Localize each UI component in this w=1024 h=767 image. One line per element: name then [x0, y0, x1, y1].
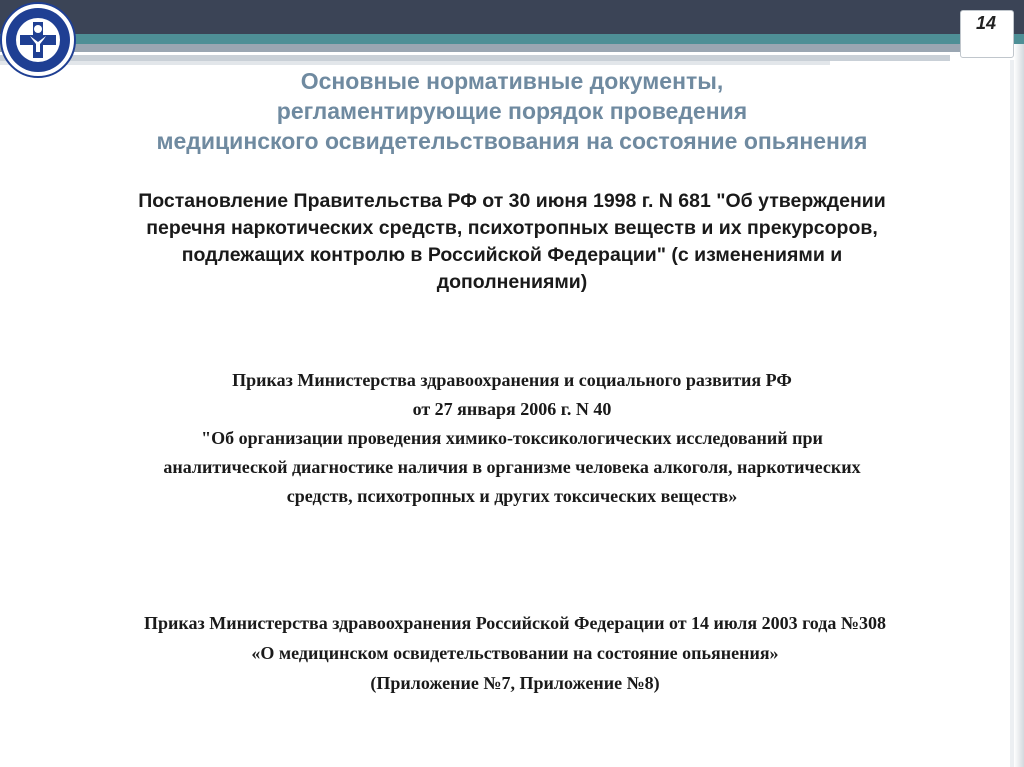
document-line: подлежащих контролю в Российской Федерации" (с изменениями и — [181, 244, 843, 266]
header-band-lighter — [0, 61, 830, 65]
document-line: средств, психотропных и других токсических веществ» — [286, 486, 738, 506]
title-line: Основные нормативные документы, — [300, 68, 724, 94]
page-number: 14 — [975, 13, 997, 33]
document-ministry-order-308 — [20, 608, 1010, 698]
header-band-teal — [0, 34, 1024, 44]
document-government-decree — [40, 188, 984, 296]
document-line: от 27 января 2006 г. N 40 — [412, 399, 612, 419]
document-line: "Об организации проведения химико-токсикологических исследований при — [201, 428, 823, 448]
header-band-grey — [0, 44, 1024, 52]
header-band-dark — [0, 0, 1024, 34]
document-line: «О медицинском освидетельствовании на состояние опьянения» — [251, 643, 779, 663]
document-line: Приказ Министерства здравоохранения и социального развития РФ — [232, 370, 792, 390]
slide-title — [40, 66, 984, 156]
document-line: Постановление Правительства РФ от 30 июня 1998 г. N 681 "Об утверждении — [138, 190, 886, 212]
document-line: перечня наркотических средств, психотропных веществ и их прекурсоров, — [146, 217, 878, 239]
title-line: медицинского освидетельствования на состояние опьянения — [156, 128, 868, 154]
title-line: регламентирующие порядок проведения — [276, 98, 748, 124]
document-line: аналитической диагностике наличия в организме человека алкоголя, наркотических — [163, 457, 861, 477]
right-edge-shadow — [1014, 44, 1024, 767]
document-ministry-order-40 — [30, 366, 994, 511]
document-line: (Приложение №7, Приложение №8) — [370, 673, 660, 693]
document-line: дополнениями) — [436, 271, 588, 293]
document-line: Приказ Министерства здравоохранения Российской Федерации от 14 июля 2003 года №308 — [144, 613, 886, 633]
right-edge-line — [1010, 60, 1014, 767]
